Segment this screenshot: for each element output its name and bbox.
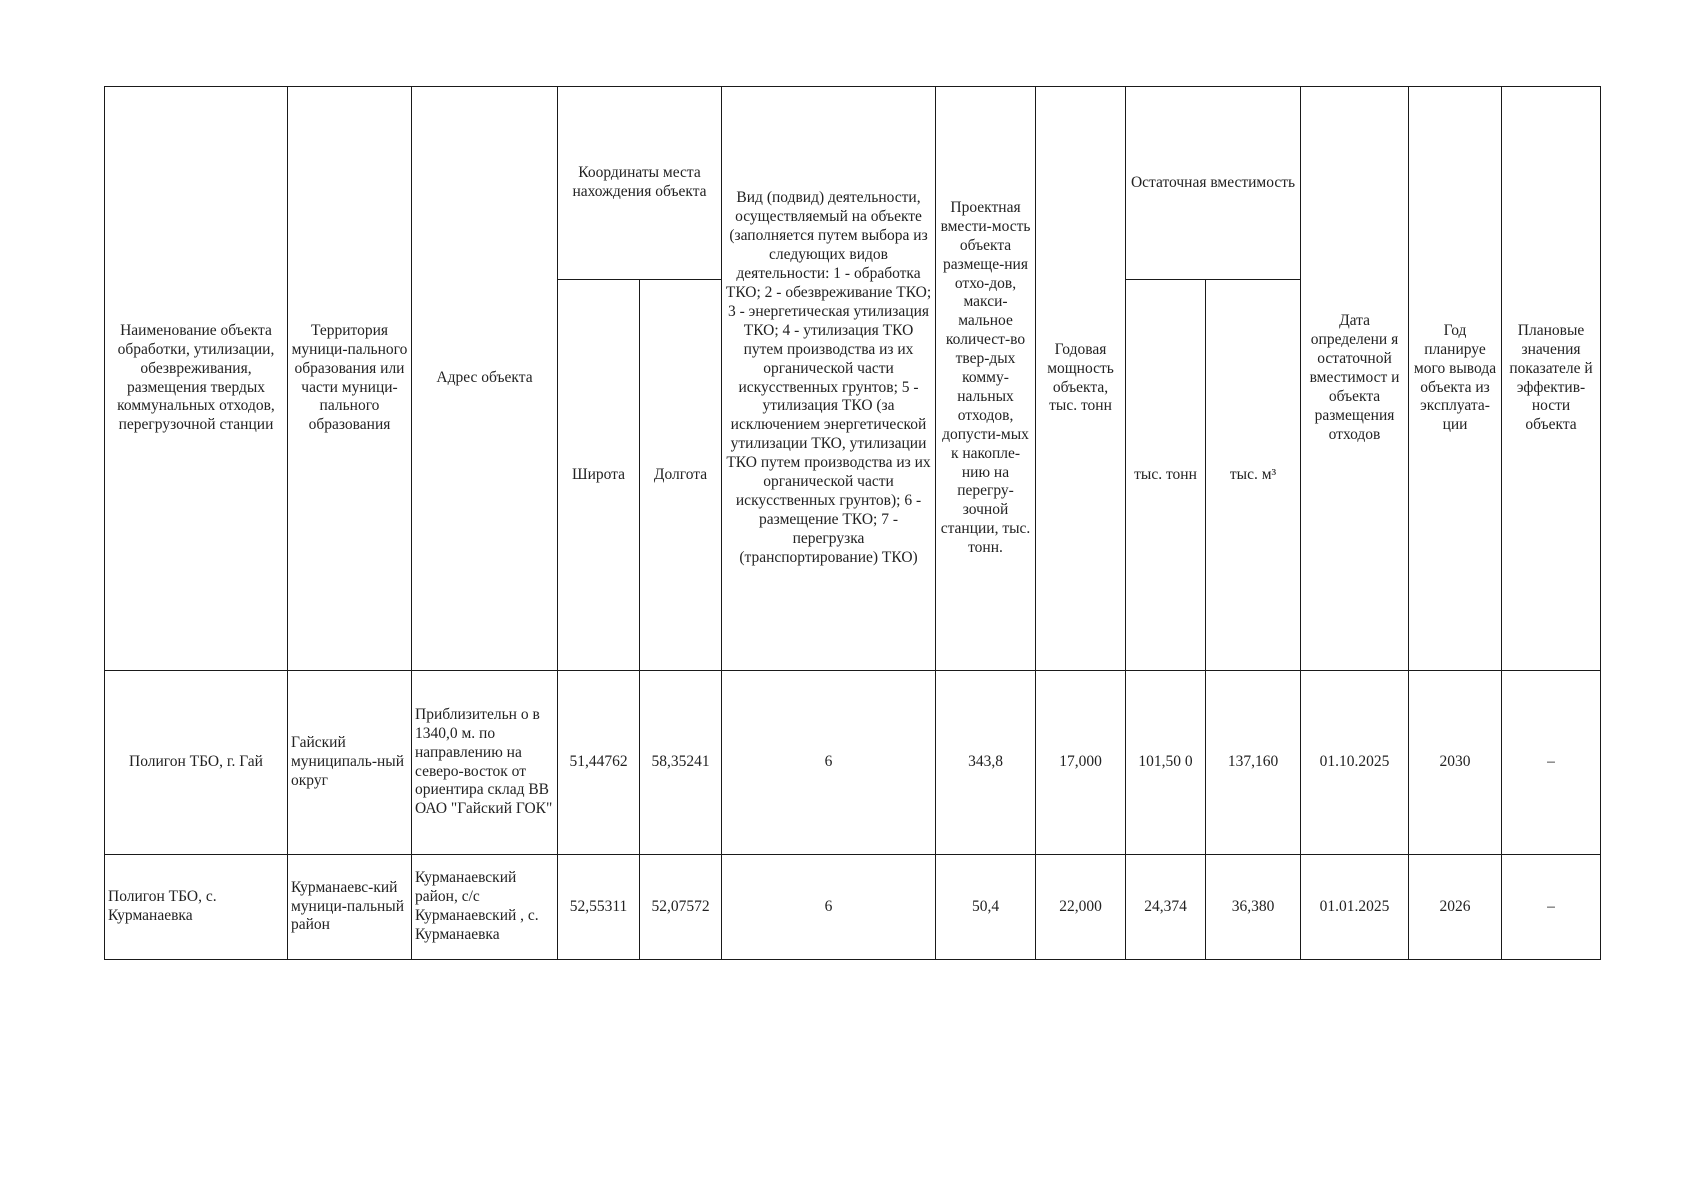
cell-name: Полигон ТБО, г. Гай: [105, 671, 288, 855]
cell-design-capacity: 343,8: [936, 671, 1036, 855]
cell-territory: Гайский муниципаль-ный округ: [288, 671, 412, 855]
header-address: Адрес объекта: [412, 87, 558, 671]
cell-residual-m3: 137,160: [1206, 671, 1301, 855]
table-row: [105, 855, 1601, 960]
header-annual-capacity: Годовая мощность объекта, тыс. тонн: [1036, 87, 1126, 671]
header-residual-capacity: Остаточная вместимость: [1126, 87, 1301, 280]
cell-longitude: 52,07572: [640, 855, 722, 960]
cell-residual-date: 01.01.2025: [1301, 855, 1409, 960]
cell-efficiency: –: [1502, 671, 1601, 855]
cell-annual-capacity: 22,000: [1036, 855, 1126, 960]
cell-residual-m3: 36,380: [1206, 855, 1301, 960]
cell-design-capacity: 50,4: [936, 855, 1036, 960]
cell-annual-capacity: 17,000: [1036, 671, 1126, 855]
header-coordinates: Координаты места нахождения объекта: [558, 87, 722, 280]
cell-decommission-year: 2030: [1409, 671, 1502, 855]
cell-residual-tons: 24,374: [1126, 855, 1206, 960]
cell-efficiency: –: [1502, 855, 1601, 960]
cell-address: Приблизительн о в 1340,0 м. по направлению на северо-восток от ориентира склад ВВ ОАО "Гайский ГОК": [412, 671, 558, 855]
table-row: [105, 671, 1601, 855]
header-residual-date: Дата определени я остаточной вместимост и объекта размещения отходов: [1301, 87, 1409, 671]
header-residual-tons: тыс. тонн: [1126, 280, 1206, 671]
header-residual-m3: тыс. м³: [1206, 280, 1301, 671]
waste-facilities-table: [104, 86, 1601, 960]
cell-territory: Курманаевс-кий муници-пальный район: [288, 855, 412, 960]
cell-decommission-year: 2026: [1409, 855, 1502, 960]
header-row-1: [105, 87, 1601, 280]
cell-latitude: 51,44762: [558, 671, 640, 855]
cell-residual-tons: 101,50 0: [1126, 671, 1206, 855]
header-efficiency: Плановые значения показателе й эффектив-ности объекта: [1502, 87, 1601, 671]
header-longitude: Долгота: [640, 280, 722, 671]
cell-name: Полигон ТБО, с. Курманаевка: [105, 855, 288, 960]
cell-activity: 6: [722, 671, 936, 855]
header-name: Наименование объекта обработки, утилизации, обезвреживания, размещения твердых коммунальных отходов, перегрузочной станции: [105, 87, 288, 671]
cell-latitude: 52,55311: [558, 855, 640, 960]
cell-residual-date: 01.10.2025: [1301, 671, 1409, 855]
header-territory: Территория муници-пального образования или части муници-пального образования: [288, 87, 412, 671]
header-design-capacity: Проектная вмести-мость объекта размеще-ния отхо-дов, макси-мальное количест-во твер-дых комму-нальных отходов, допусти-мых к накопле-нию на перегру-зочной станции, тыс. тонн.: [936, 87, 1036, 671]
cell-longitude: 58,35241: [640, 671, 722, 855]
header-activity: Вид (подвид) деятельности, осуществляемый на объекте (заполняется путем выбора из следующих видов деятельности: 1 - обработка ТКО; 2 - обезвреживание ТКО; 3 - энергетическая утилизация ТКО; 4 - утилизация ТКО путем производства из их органической части искусственных грунтов; 5 - утилизация ТКО (за исключением энергетической утилизации ТКО, утилизации ТКО путем производства из их органической части искусственных грунтов); 6 - размещение ТКО; 7 - перегрузка (транспортирование) ТКО): [722, 87, 936, 671]
header-decommission-year: Год планируе мого вывода объекта из эксплуата-ции: [1409, 87, 1502, 671]
cell-address: Курманаевский район, с/с Курманаевский , с. Курманаевка: [412, 855, 558, 960]
cell-activity: 6: [722, 855, 936, 960]
header-latitude: Широта: [558, 280, 640, 671]
